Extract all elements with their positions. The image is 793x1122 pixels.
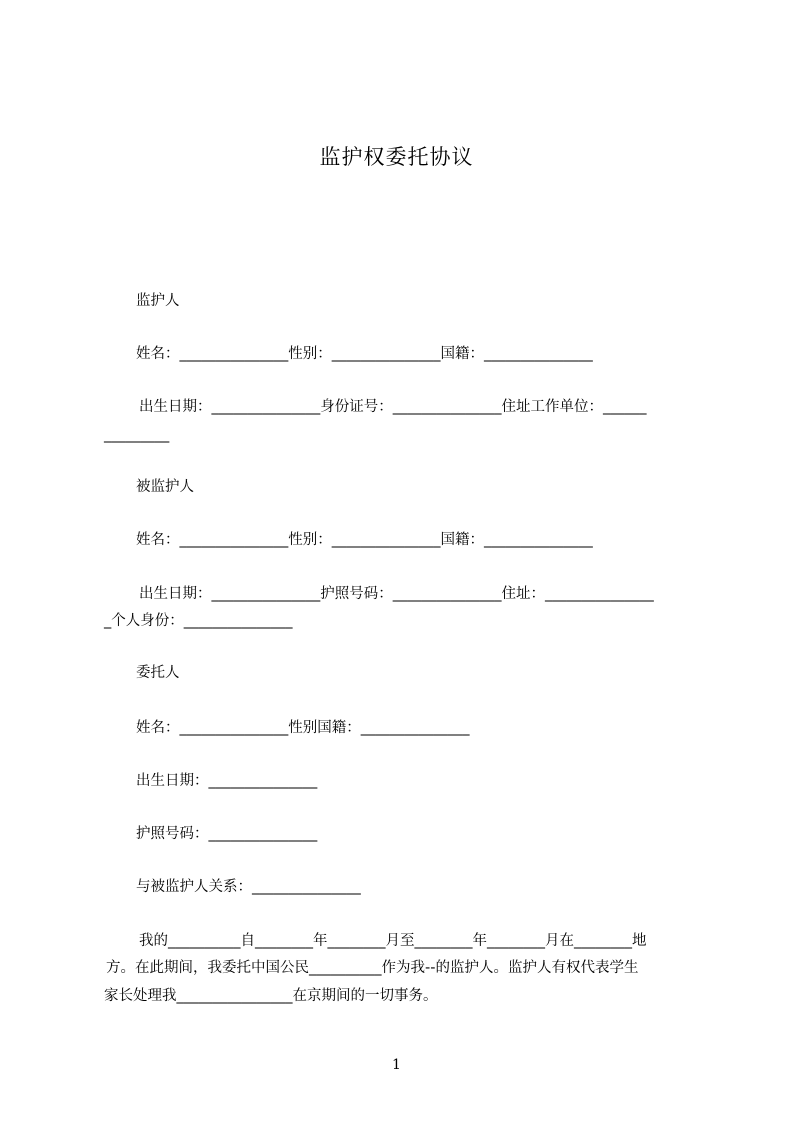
ward-heading: 被监护人 bbox=[136, 479, 194, 495]
page-number: 1 bbox=[392, 1057, 401, 1073]
ward-name-gender-nationality-line: 姓名：_______________性别：_______________国籍：_______________ bbox=[136, 532, 593, 548]
ward-identity-line: _个人身份：_______________ bbox=[104, 613, 293, 629]
body-paragraph-line-3: 家长处理我________________在京期间的一切事务。 bbox=[104, 988, 438, 1004]
guardian-name-gender-nationality-line: 姓名：_______________性别：_______________国籍：_______________ bbox=[136, 346, 593, 362]
principal-relationship-line: 与被监护人关系：_______________ bbox=[136, 879, 361, 895]
guardian-birth-id-address-line: 出生日期：_______________身份证号：_______________住址工作单位：______ bbox=[139, 399, 647, 415]
document-title: 监护权委托协议 bbox=[319, 145, 474, 169]
body-paragraph-line-1: 我的__________自________年________月至________年________月在________地 bbox=[139, 933, 647, 949]
body-paragraph-line-2: 方。在此期间，我委托中国公民__________作为我--的监护人。监护人有权代表学生 bbox=[106, 960, 639, 976]
principal-heading: 委托人 bbox=[136, 665, 180, 681]
principal-birthdate-line: 出生日期：_______________ bbox=[136, 773, 318, 789]
principal-passport-line: 护照号码：_______________ bbox=[136, 826, 318, 842]
guardian-heading: 监护人 bbox=[136, 293, 180, 309]
principal-name-nationality-line: 姓名：_______________性别国籍：_______________ bbox=[136, 720, 470, 736]
ward-birth-passport-address-line: 出生日期：_______________护照号码：_______________住址：_______________ bbox=[139, 586, 654, 602]
guardian-address-continuation: _________ bbox=[104, 427, 170, 443]
